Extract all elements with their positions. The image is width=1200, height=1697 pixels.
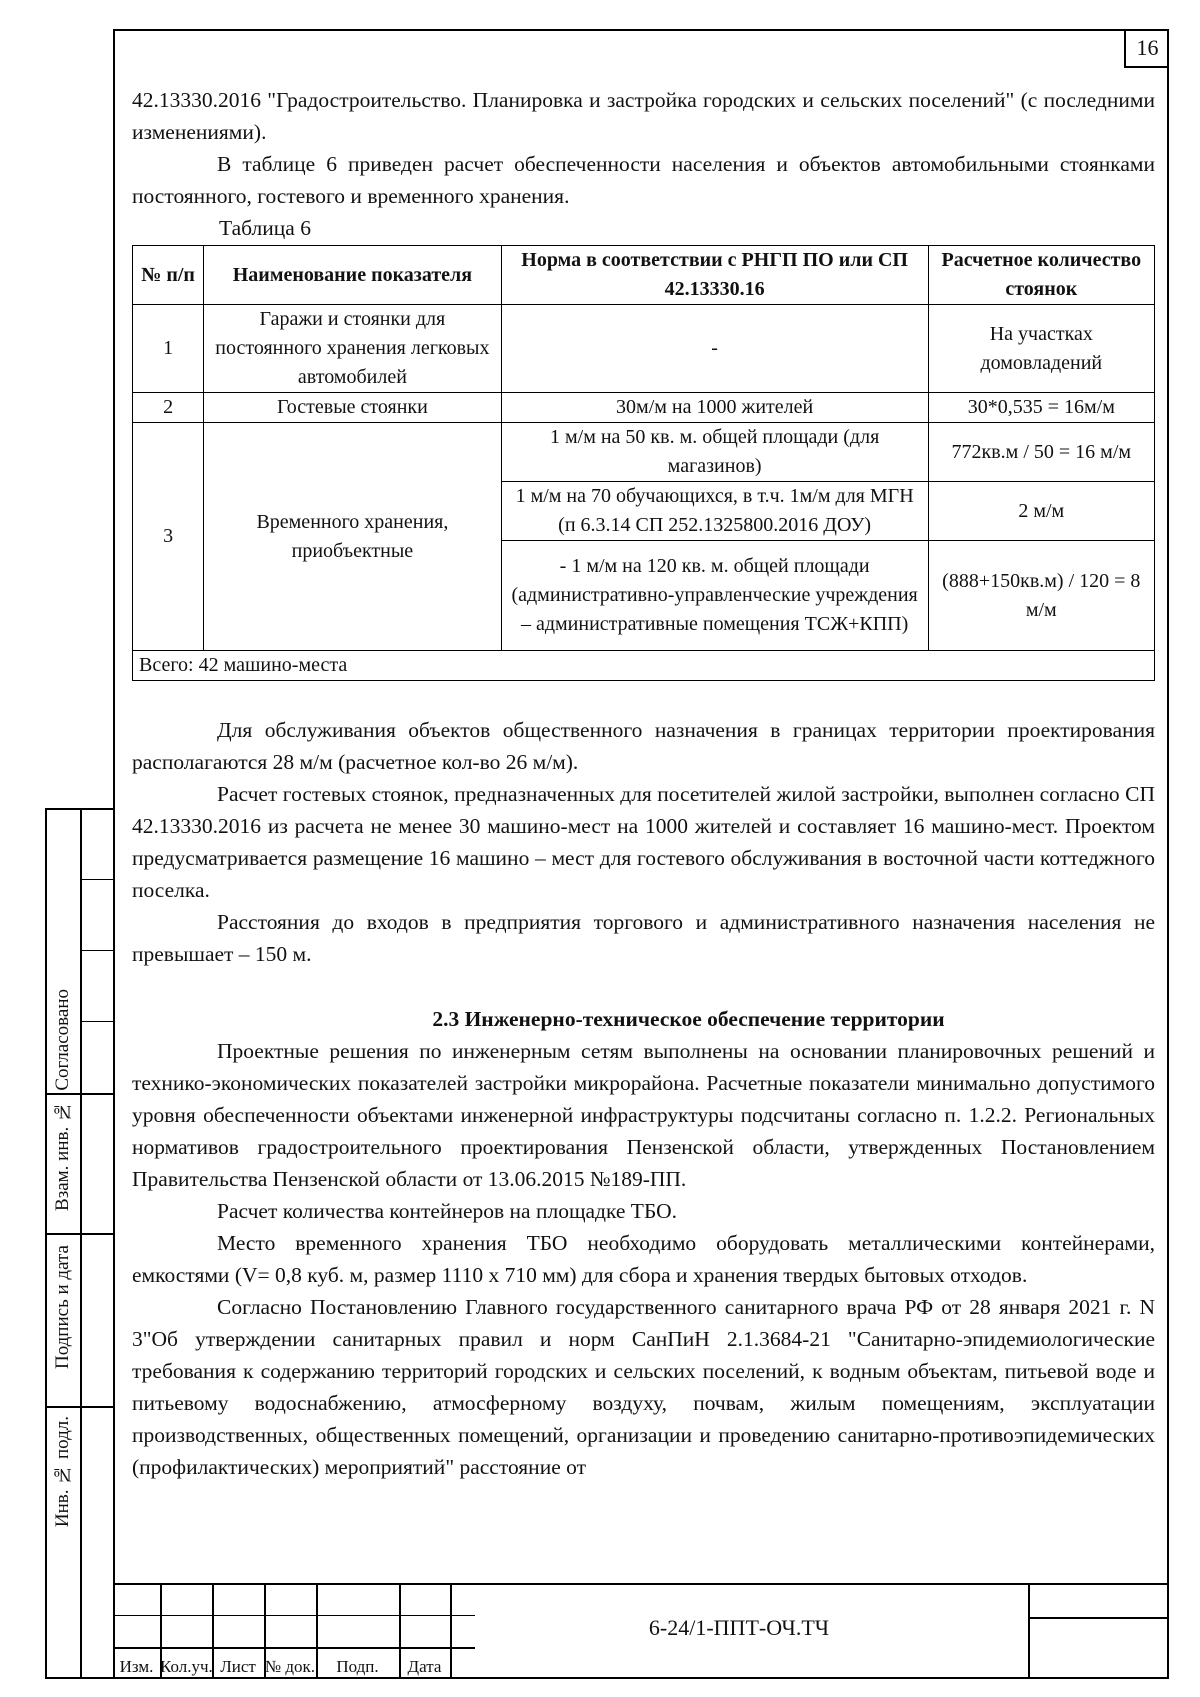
- header-count: Расчетное количество стоянок: [928, 246, 1154, 305]
- label-data: Дата: [407, 1657, 442, 1676]
- label-list: Лист: [220, 1657, 256, 1676]
- section-heading: 2.3 Инженерно-техническое обеспечение территории: [432, 1007, 945, 1031]
- table-header-row: [133, 246, 1155, 305]
- table-row: [133, 423, 1155, 482]
- table-row: [133, 393, 1155, 423]
- label-izm: Изм.: [119, 1657, 154, 1676]
- agreed-label-wrap: [45, 808, 80, 1093]
- cell-name: Гаражи и стоянки для постоянного хранения легковых автомобилей: [204, 305, 502, 393]
- cell-name: Гостевые стоянки: [204, 393, 502, 423]
- header-num: № п/п: [133, 246, 204, 305]
- paragraph: Для обслуживания объектов общественного назначения в границах территории проектирования располагаются 28 м/м (расчетное кол-во 26 м/м).: [132, 718, 1155, 774]
- table-caption: Таблица 6: [219, 216, 311, 240]
- paragraph: Согласно Постановлению Главного государственного санитарного врача РФ от 28 января 2021 г. N 3"Об утверждении санитарных правил и норм СанПиН 2.1.3684-21 "Санитарно-эпидемиологические требования к содержанию территорий городских и сельских поселений, к водным объектам, питьевой воде и питьевому водоснабжению, атмосферному воздуху, почвам, жилым помещениям, эксплуатации производственных, общественных помещений, организации и проведению санитарно-противоэпидемических (профилактических) мероприятий" расстояние от: [132, 1295, 1155, 1479]
- paragraph: Расчет количества контейнеров на площадке ТБО.: [217, 1199, 678, 1223]
- cell-name: Временного хранения, приобъектные: [204, 423, 502, 651]
- cell-norm: -: [501, 305, 928, 393]
- side-stamp: [45, 808, 115, 1679]
- agreed-cells: [80, 808, 115, 1093]
- header-norm: Норма в соответствии с РНГП ПО или СП 42.13330.16: [501, 246, 928, 305]
- document-body: [132, 84, 1155, 1483]
- header-name: Наименование показателя: [204, 246, 502, 305]
- cell-norm: 1 м/м на 70 обучающихся, в т.ч. 1м/м для МГН (п 6.3.14 СП 252.1325800.2016 ДОУ): [501, 482, 928, 541]
- paragraph: Расчет гостевых стоянок, предназначенных для посетителей жилой застройки, выполнен согласно СП 42.13330.2016 из расчета не менее 30 машино-мест на 1000 жителей и составляет 16 машино-мест. Проектом предусматривается размещение 16 машино – мест для гостевого обслуживания в восточной части коттеджного поселка.: [132, 782, 1155, 902]
- paragraph: Проектные решения по инженерным сетям выполнены на основании планировочных решений и технико-экономических показателей застройки микрорайона. Расчетные показатели минимально допустимого уровня обеспеченности объектами инженерной инфраструктуры подсчитаны согласно п. 1.2.2. Региональных нормативов градостроительного проектирования Пензенской области, утвержденных Постановлением Правительства Пензенской области от 13.06.2015 №189-ПП.: [132, 1039, 1155, 1191]
- spacer: [132, 681, 1155, 714]
- page-number: 16: [1124, 29, 1169, 68]
- inv-wrap: [45, 1406, 80, 1679]
- vzam-label: Взам. инв. №: [52, 1101, 73, 1211]
- table-total-row: [133, 651, 1155, 681]
- label-podp: Подп.: [336, 1657, 379, 1676]
- spacer: [132, 970, 1155, 1003]
- paragraph: Место временного хранения ТБО необходимо оборудовать металлическими контейнерами, емкостями (V= 0,8 куб. м, размер 1110 х 710 мм) для сбора и хранения твердых бытовых отходов.: [132, 1231, 1155, 1287]
- cell-num: 2: [133, 393, 204, 423]
- podpis-wrap: [45, 1233, 80, 1406]
- cell-norm: 1 м/м на 50 кв. м. общей площади (для магазинов): [501, 423, 928, 482]
- cell-total: Всего: 42 машино-места: [133, 651, 1155, 681]
- paragraph: Расстояния до входов в предприятия торгового и административного назначения населения не превышает – 150 м.: [132, 910, 1155, 966]
- agreed-label: Согласовано: [52, 989, 73, 1091]
- paragraph-table-intro: В таблице 6 приведен расчет обеспеченности населения и объектов автомобильными стоянками постоянного, гостевого и временного хранения.: [132, 152, 1155, 208]
- cell-count: (888+150кв.м) / 120 = 8 м/м: [928, 541, 1154, 651]
- sheet-separator: [1028, 1617, 1169, 1619]
- podpis-label: Подпись и дата: [52, 1245, 73, 1370]
- cell-norm: 30м/м на 1000 жителей: [501, 393, 928, 423]
- cell-num: 3: [133, 423, 204, 651]
- sheet-divider: [1028, 1583, 1030, 1679]
- cell-num: 1: [133, 305, 204, 393]
- label-ndok: № док.: [264, 1657, 316, 1676]
- vzam-wrap: [45, 1093, 80, 1233]
- inv-label: Инв. № подл.: [52, 1416, 73, 1528]
- cell-count: 2 м/м: [928, 482, 1154, 541]
- cell-norm: - 1 м/м на 120 кв. м. общей площади (административно-управленческие учреждения – административные помещения ТСЖ+КПП): [501, 541, 928, 651]
- table-row: [133, 305, 1155, 393]
- document-code: 6-24/1-ППТ-ОЧ.ТЧ: [648, 1615, 830, 1640]
- cell-count: 30*0,535 = 16м/м: [928, 393, 1154, 423]
- cell-count: 772кв.м / 50 = 16 м/м: [928, 423, 1154, 482]
- cell-count: На участках домовладений: [928, 305, 1154, 393]
- title-block: [113, 1583, 1169, 1679]
- paragraph-continuation: 42.13330.2016 "Градостроительство. Планировка и застройка городских и сельских поселений" (с последними изменениями).: [132, 88, 1155, 144]
- label-koluch: Кол.уч.: [160, 1657, 213, 1676]
- parking-table: [132, 245, 1155, 681]
